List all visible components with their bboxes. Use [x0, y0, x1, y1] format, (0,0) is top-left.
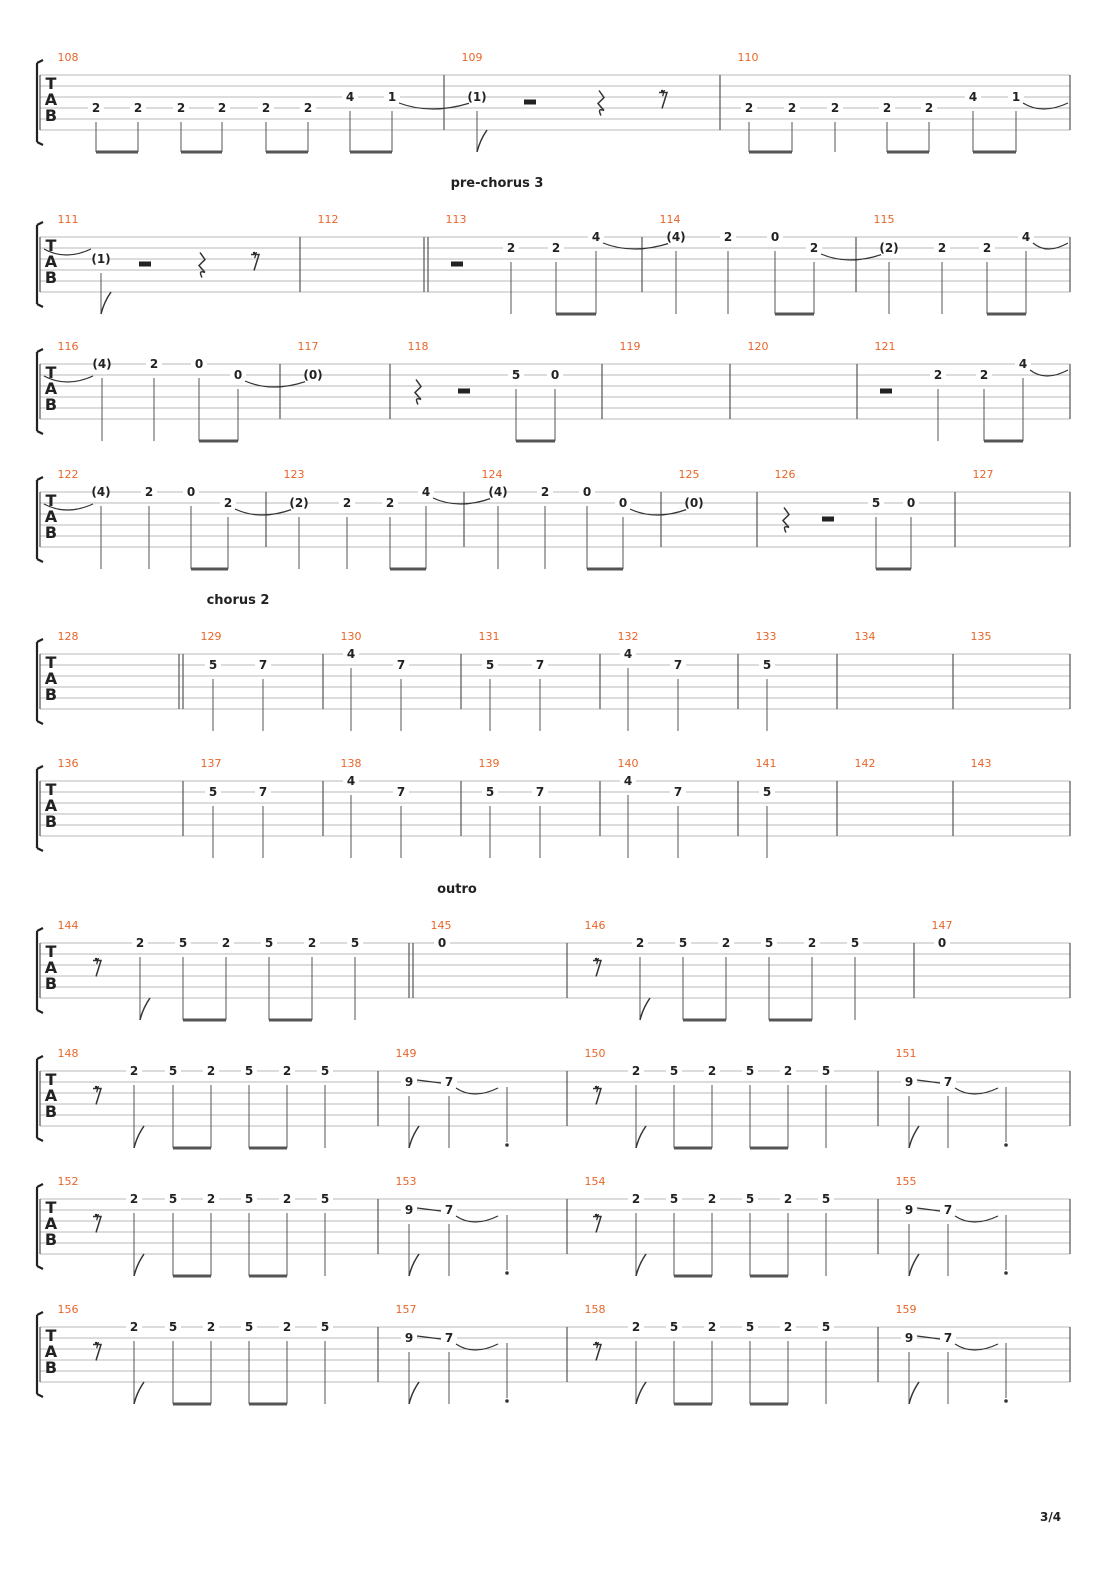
eighth-flag — [134, 1254, 144, 1276]
eighth-rest: 𝄾 — [594, 1079, 600, 1099]
fret-number: 5 — [745, 1192, 755, 1206]
measure-number: 109 — [461, 51, 483, 64]
staccato-dot — [505, 1143, 509, 1147]
measure-number: 129 — [200, 630, 222, 643]
fret-number: 0 — [770, 230, 780, 244]
measure-number: 110 — [737, 51, 759, 64]
staccato-dot — [505, 1399, 509, 1403]
fret-number: 5 — [821, 1192, 831, 1206]
eighth-flag — [640, 998, 650, 1020]
fret-number: 2 — [924, 101, 934, 115]
fret-number: 5 — [168, 1320, 178, 1334]
fret-number: (1) — [467, 90, 487, 104]
fret-number: 4 — [1021, 230, 1031, 244]
measure-number: 135 — [970, 630, 992, 643]
fret-number: 2 — [783, 1320, 793, 1334]
fret-number: 2 — [144, 485, 154, 499]
fret-number: 7 — [258, 785, 268, 799]
fret-number: 4 — [623, 647, 633, 661]
measure-number: 148 — [57, 1047, 79, 1060]
section-label: outro — [437, 882, 477, 897]
eighth-flag — [409, 1382, 419, 1404]
half-rest — [458, 389, 470, 394]
fret-number: 4 — [346, 774, 356, 788]
eighth-rest: 𝄾 — [94, 1335, 100, 1355]
fret-number: 9 — [404, 1075, 414, 1089]
measure-number: 133 — [755, 630, 777, 643]
measure-number: 150 — [584, 1047, 606, 1060]
fret-number: 7 — [673, 785, 683, 799]
fret-number: 2 — [303, 101, 313, 115]
fret-number: 5 — [678, 936, 688, 950]
fret-number: 2 — [133, 101, 143, 115]
measure-number: 142 — [854, 757, 876, 770]
eighth-rest: 𝄾 — [594, 951, 600, 971]
fret-number: 2 — [882, 101, 892, 115]
fret-number: 0 — [437, 936, 447, 950]
measure-number: 108 — [57, 51, 79, 64]
eighth-rest: 𝄾 — [252, 245, 258, 265]
fret-number: 4 — [968, 90, 978, 104]
measure-number: 141 — [755, 757, 777, 770]
measure-number: 124 — [481, 468, 503, 481]
tab-clef-letter: T — [45, 74, 57, 93]
measure-number: 147 — [931, 919, 953, 932]
measure-number: 140 — [617, 757, 639, 770]
fret-number: (2) — [289, 496, 309, 510]
fret-number: 1 — [1011, 90, 1021, 104]
eighth-flag — [477, 130, 487, 152]
measure-number: 144 — [57, 919, 79, 932]
measure-number: 127 — [972, 468, 994, 481]
half-rest — [880, 389, 892, 394]
fret-number: 0 — [233, 368, 243, 382]
fret-number: 5 — [511, 368, 521, 382]
eighth-flag — [909, 1254, 919, 1276]
fret-number: 2 — [707, 1192, 717, 1206]
eighth-rest: 𝄾 — [94, 951, 100, 971]
fret-number: 2 — [807, 936, 817, 950]
tab-clef-letter: T — [45, 363, 57, 382]
fret-number: 5 — [764, 936, 774, 950]
fret-number: 2 — [282, 1064, 292, 1078]
fret-number: 2 — [631, 1320, 641, 1334]
eighth-flag — [909, 1126, 919, 1148]
measure-number: 136 — [57, 757, 79, 770]
fret-number: 2 — [282, 1320, 292, 1334]
tab-clef-letter: B — [44, 106, 58, 125]
fret-number: 5 — [669, 1064, 679, 1078]
tab-clef-letter: A — [44, 1086, 58, 1105]
eighth-flag — [409, 1254, 419, 1276]
fret-number: (0) — [303, 368, 323, 382]
tab-clef-letter: A — [44, 252, 58, 271]
fret-number: 2 — [506, 241, 516, 255]
measure-number: 120 — [747, 340, 769, 353]
fret-number: 7 — [535, 658, 545, 672]
tab-clef-letter: B — [44, 268, 58, 287]
fret-number: 5 — [244, 1064, 254, 1078]
tab-clef-letter: A — [44, 507, 58, 526]
measure-number: 158 — [584, 1303, 606, 1316]
fret-number: 7 — [444, 1203, 454, 1217]
fret-number: 2 — [129, 1320, 139, 1334]
eighth-rest: 𝄾 — [594, 1335, 600, 1355]
measure-number: 118 — [407, 340, 429, 353]
fret-number: 0 — [937, 936, 947, 950]
fret-number: 5 — [350, 936, 360, 950]
fret-number: 5 — [208, 785, 218, 799]
fret-number: 2 — [91, 101, 101, 115]
fret-number: (4) — [666, 230, 686, 244]
tab-clef-letter: A — [44, 1342, 58, 1361]
fret-number: 2 — [217, 101, 227, 115]
fret-number: 2 — [783, 1192, 793, 1206]
measure-number: 123 — [283, 468, 305, 481]
staccato-dot — [1004, 1143, 1008, 1147]
fret-number: 5 — [762, 785, 772, 799]
eighth-flag — [909, 1382, 919, 1404]
quarter-rest — [199, 253, 205, 278]
fret-number: 4 — [345, 90, 355, 104]
eighth-rest: 𝄾 — [660, 83, 666, 103]
eighth-flag — [134, 1126, 144, 1148]
tab-clef-letter: A — [44, 90, 58, 109]
fret-number: (0) — [684, 496, 704, 510]
measure-number: 117 — [297, 340, 319, 353]
tab-clef-letter: T — [45, 491, 57, 510]
fret-number: 7 — [943, 1331, 953, 1345]
measure-number: 132 — [617, 630, 639, 643]
fret-number: 5 — [485, 785, 495, 799]
fret-number: 2 — [787, 101, 797, 115]
fret-number: 5 — [168, 1192, 178, 1206]
fret-number: 2 — [540, 485, 550, 499]
fret-number: 5 — [244, 1320, 254, 1334]
tab-clef-letter: A — [44, 1214, 58, 1233]
measure-number: 125 — [678, 468, 700, 481]
measure-number: 115 — [873, 213, 895, 226]
fret-number: 2 — [809, 241, 819, 255]
fret-number: 2 — [307, 936, 317, 950]
fret-number: 2 — [385, 496, 395, 510]
fret-number: 2 — [631, 1064, 641, 1078]
eighth-flag — [636, 1126, 646, 1148]
fret-number: 4 — [421, 485, 431, 499]
tab-clef-letter: A — [44, 669, 58, 688]
fret-number: 7 — [444, 1075, 454, 1089]
fret-number: (1) — [91, 252, 111, 266]
fret-number: 7 — [943, 1203, 953, 1217]
fret-number: 2 — [261, 101, 271, 115]
fret-number: 0 — [618, 496, 628, 510]
fret-number: 0 — [550, 368, 560, 382]
fret-number: (4) — [92, 357, 112, 371]
fret-number: 5 — [320, 1320, 330, 1334]
fret-number: 7 — [396, 785, 406, 799]
fret-number: 5 — [320, 1064, 330, 1078]
measure-number: 138 — [340, 757, 362, 770]
tab-clef-letter: B — [44, 1102, 58, 1121]
tab-clef-letter: T — [45, 1070, 57, 1089]
fret-number: 0 — [906, 496, 916, 510]
tab-clef-letter: T — [45, 1326, 57, 1345]
fret-number: 2 — [176, 101, 186, 115]
tab-clef-letter: T — [45, 236, 57, 255]
fret-number: (4) — [91, 485, 111, 499]
measure-number: 111 — [57, 213, 79, 226]
staccato-dot — [505, 1271, 509, 1275]
fret-number: 1 — [387, 90, 397, 104]
measure-number: 146 — [584, 919, 606, 932]
fret-number: 2 — [206, 1320, 216, 1334]
page-number: 3/4 — [1040, 1510, 1062, 1524]
fret-number: 2 — [744, 101, 754, 115]
fret-number: 5 — [264, 936, 274, 950]
tab-clef-letter: T — [45, 1198, 57, 1217]
measure-number: 112 — [317, 213, 339, 226]
eighth-rest: 𝄾 — [594, 1207, 600, 1227]
fret-number: 0 — [582, 485, 592, 499]
fret-number: 5 — [669, 1320, 679, 1334]
eighth-rest: 𝄾 — [94, 1079, 100, 1099]
fret-number: 9 — [404, 1331, 414, 1345]
fret-number: 7 — [673, 658, 683, 672]
fret-number: 2 — [342, 496, 352, 510]
quarter-rest — [415, 380, 421, 405]
measure-number: 137 — [200, 757, 222, 770]
fret-number: 5 — [821, 1320, 831, 1334]
measure-number: 116 — [57, 340, 79, 353]
fret-number: 2 — [707, 1320, 717, 1334]
fret-number: 2 — [783, 1064, 793, 1078]
measure-number: 151 — [895, 1047, 917, 1060]
fret-number: 9 — [904, 1075, 914, 1089]
half-rest — [822, 517, 834, 522]
fret-number: (4) — [488, 485, 508, 499]
fret-number: 5 — [208, 658, 218, 672]
fret-number: 2 — [149, 357, 159, 371]
fret-number: 2 — [979, 368, 989, 382]
eighth-flag — [409, 1126, 419, 1148]
fret-number: 5 — [850, 936, 860, 950]
section-label: pre-chorus 3 — [450, 176, 544, 191]
eighth-rest: 𝄾 — [94, 1207, 100, 1227]
measure-number: 143 — [970, 757, 992, 770]
measure-number: 119 — [619, 340, 641, 353]
fret-number: 5 — [745, 1064, 755, 1078]
half-rest — [139, 262, 151, 267]
fret-number: 2 — [830, 101, 840, 115]
staccato-dot — [1004, 1271, 1008, 1275]
tab-clef-letter: B — [44, 685, 58, 704]
measure-number: 156 — [57, 1303, 79, 1316]
fret-number: 2 — [721, 936, 731, 950]
fret-number: 2 — [982, 241, 992, 255]
fret-number: 2 — [221, 936, 231, 950]
measure-number: 154 — [584, 1175, 606, 1188]
tab-clef-letter: A — [44, 796, 58, 815]
fret-number: 5 — [745, 1320, 755, 1334]
eighth-flag — [101, 292, 111, 314]
fret-number: 5 — [178, 936, 188, 950]
fret-number: 5 — [320, 1192, 330, 1206]
fret-number: (2) — [879, 241, 899, 255]
fret-number: 9 — [904, 1203, 914, 1217]
fret-number: 2 — [631, 1192, 641, 1206]
measure-number: 134 — [854, 630, 876, 643]
fret-number: 2 — [135, 936, 145, 950]
fret-number: 7 — [535, 785, 545, 799]
eighth-flag — [636, 1382, 646, 1404]
fret-number: 7 — [258, 658, 268, 672]
fret-number: 9 — [904, 1331, 914, 1345]
fret-number: 2 — [723, 230, 733, 244]
quarter-rest — [598, 91, 604, 116]
fret-number: 9 — [404, 1203, 414, 1217]
measure-number: 114 — [659, 213, 681, 226]
measure-number: 131 — [478, 630, 500, 643]
fret-number: 4 — [1018, 357, 1028, 371]
fret-number: 4 — [346, 647, 356, 661]
eighth-flag — [636, 1254, 646, 1276]
tab-clef-letter: T — [45, 942, 57, 961]
fret-number: 7 — [444, 1331, 454, 1345]
fret-number: 2 — [937, 241, 947, 255]
measure-number: 155 — [895, 1175, 917, 1188]
tab-clef-letter: B — [44, 1358, 58, 1377]
measure-number: 126 — [774, 468, 796, 481]
fret-number: 5 — [244, 1192, 254, 1206]
eighth-flag — [134, 1382, 144, 1404]
fret-number: 0 — [194, 357, 204, 371]
fret-number: 5 — [485, 658, 495, 672]
tab-clef-letter: T — [45, 653, 57, 672]
fret-number: 2 — [933, 368, 943, 382]
fret-number: 2 — [129, 1192, 139, 1206]
measure-number: 149 — [395, 1047, 417, 1060]
tab-clef-letter: A — [44, 958, 58, 977]
fret-number: 4 — [591, 230, 601, 244]
measure-number: 130 — [340, 630, 362, 643]
tab-clef-letter: B — [44, 395, 58, 414]
measure-number: 121 — [874, 340, 896, 353]
measure-number: 113 — [445, 213, 467, 226]
tab-clef-letter: B — [44, 1230, 58, 1249]
fret-number: 5 — [821, 1064, 831, 1078]
measure-number: 152 — [57, 1175, 79, 1188]
fret-number: 2 — [206, 1064, 216, 1078]
fret-number: 5 — [669, 1192, 679, 1206]
half-rest — [524, 100, 536, 105]
fret-number: 2 — [707, 1064, 717, 1078]
fret-number: 2 — [206, 1192, 216, 1206]
fret-number: 5 — [168, 1064, 178, 1078]
fret-number: 4 — [623, 774, 633, 788]
half-rest — [451, 262, 463, 267]
fret-number: 7 — [943, 1075, 953, 1089]
measure-number: 122 — [57, 468, 79, 481]
fret-number: 2 — [223, 496, 233, 510]
fret-number: 5 — [871, 496, 881, 510]
measure-number: 145 — [430, 919, 452, 932]
staccato-dot — [1004, 1399, 1008, 1403]
tab-clef-letter: T — [45, 780, 57, 799]
fret-number: 2 — [635, 936, 645, 950]
fret-number: 2 — [282, 1192, 292, 1206]
fret-number: 2 — [551, 241, 561, 255]
fret-number: 0 — [186, 485, 196, 499]
tab-clef-letter: A — [44, 379, 58, 398]
tab-clef-letter: B — [44, 974, 58, 993]
fret-number: 2 — [129, 1064, 139, 1078]
measure-number: 128 — [57, 630, 79, 643]
fret-number: 7 — [396, 658, 406, 672]
measure-number: 139 — [478, 757, 500, 770]
quarter-rest — [783, 508, 789, 533]
measure-number: 153 — [395, 1175, 417, 1188]
eighth-flag — [140, 998, 150, 1020]
measure-number: 157 — [395, 1303, 417, 1316]
section-label: chorus 2 — [206, 593, 270, 608]
tab-clef-letter: B — [44, 523, 58, 542]
fret-number: 5 — [762, 658, 772, 672]
measure-number: 159 — [895, 1303, 917, 1316]
tab-clef-letter: B — [44, 812, 58, 831]
